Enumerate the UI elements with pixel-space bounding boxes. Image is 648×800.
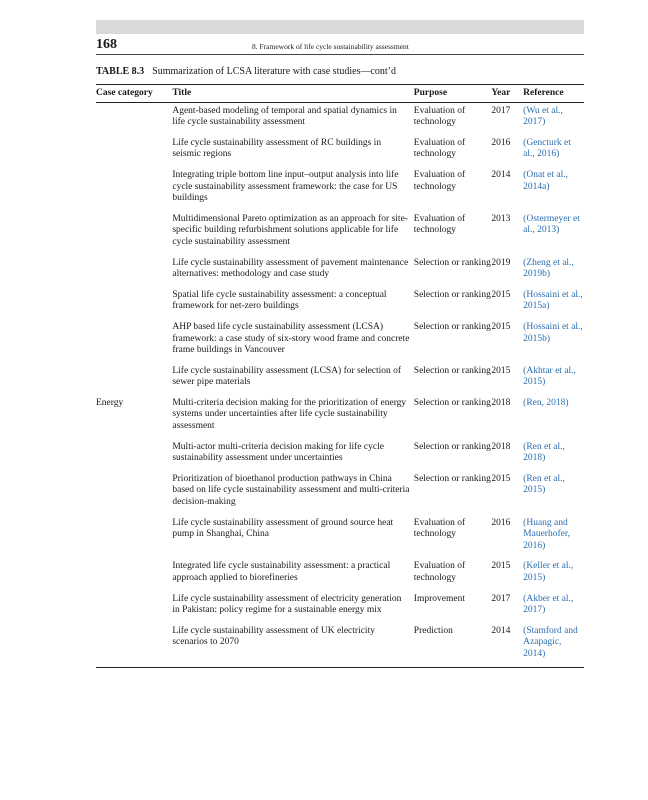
year-cell: 2013: [491, 213, 511, 224]
case-category-cell: [96, 591, 172, 623]
reference-cell[interactable]: (Gencturk et al., 2016): [523, 137, 571, 160]
running-head: 8. Framework of life cycle sustainability assessment: [252, 42, 409, 51]
year-cell: 2014: [491, 169, 511, 180]
header-purpose: Purpose: [414, 85, 492, 103]
table-row: [96, 623, 584, 667]
purpose-cell: Selection or ranking: [413, 365, 491, 376]
title-cell: Life cycle sustainability assessment (LCSA) for selection of sewer pipe materials: [172, 365, 402, 388]
table-row: [96, 471, 584, 515]
reference-cell[interactable]: (Hossaini et al., 2015a): [523, 289, 583, 312]
title-cell: AHP based life cycle sustainability assessment (LCSA) framework: a case study of six-story wood frame and concrete frame buildings in Vancouver: [172, 321, 410, 356]
year-cell: 2014: [491, 623, 523, 667]
table-row: [96, 319, 584, 363]
reference-cell[interactable]: (Ren et al., 2015): [523, 473, 565, 496]
table-row: [96, 211, 584, 255]
year-cell: 2015: [491, 473, 511, 484]
title-cell: Life cycle sustainability assessment of UK electricity scenarios to 2070: [172, 623, 413, 667]
reference-cell[interactable]: (Ren et al., 2018): [523, 441, 565, 464]
case-category-cell: [96, 558, 172, 590]
year-cell: 2016: [491, 517, 511, 528]
case-category-cell: [96, 623, 172, 667]
table-row: [96, 363, 584, 395]
title-cell: Life cycle sustainability assessment of pavement maintenance alternatives: methodology and case study: [172, 257, 409, 280]
table-caption: [96, 66, 396, 77]
case-category-cell: [96, 439, 172, 471]
table-row: [96, 395, 584, 439]
title-cell: Multidimensional Pareto optimization as an approach for site-specific building refurbishment solutions applicable for life cycle sustainability assessment: [172, 213, 408, 247]
year-cell: 2015: [491, 321, 511, 332]
header-reference: Reference: [523, 85, 584, 103]
purpose-cell: Improvement: [413, 593, 465, 604]
reference-cell[interactable]: (Ostermeyer et al., 2013): [523, 213, 580, 236]
title-cell: Multi-criteria decision making for the prioritization of energy systems under uncertainties after life cycle sustainability assessment: [172, 397, 407, 432]
reference-cell[interactable]: (Wu et al., 2017): [523, 105, 563, 128]
header-year: Year: [491, 85, 523, 103]
table-label: TABLE 8.3: [96, 66, 145, 77]
table-header-row: [96, 85, 584, 103]
purpose-cell: Selection or ranking: [413, 321, 491, 332]
purpose-cell: Selection or ranking: [413, 473, 491, 484]
reference-cell[interactable]: (Stamford and Azapagic, 2014): [523, 623, 584, 667]
purpose-cell: Evaluation of technology: [413, 517, 466, 540]
year-cell: 2019: [491, 257, 511, 268]
purpose-cell: Evaluation of technology: [413, 137, 466, 160]
table-row: [96, 558, 584, 590]
table-body: [96, 102, 584, 667]
table-row: [96, 167, 584, 211]
header-case-category: Case category: [96, 85, 172, 103]
table-caption-text: Summarization of LCSA literature with case studies—cont’d: [152, 66, 397, 77]
case-category-cell: [96, 471, 172, 515]
purpose-cell: Selection or ranking: [413, 397, 491, 408]
case-category-cell: [96, 102, 172, 135]
title-cell: Spatial life cycle sustainability assessment: a conceptual framework for net-zero buildings: [172, 289, 387, 312]
title-cell: Agent-based modeling of temporal and spatial dynamics in life cycle sustainability assessment: [172, 105, 397, 128]
year-cell: 2015: [491, 561, 511, 572]
header-title: Title: [172, 85, 413, 103]
table-row: [96, 287, 584, 319]
case-category-cell: [96, 363, 172, 395]
case-category-cell: [96, 255, 172, 287]
case-category-cell: [96, 135, 172, 167]
year-cell: 2015: [491, 289, 511, 300]
title-cell: Life cycle sustainability assessment of ground source heat pump in Shanghai, China: [172, 517, 394, 540]
table-row: [96, 135, 584, 167]
reference-cell[interactable]: (Onat et al., 2014a): [523, 169, 569, 192]
purpose-cell: Selection or ranking: [413, 289, 491, 300]
header-bar: [96, 20, 584, 34]
table-row: [96, 255, 584, 287]
year-cell: 2015: [491, 365, 511, 376]
purpose-cell: Selection or ranking: [413, 441, 491, 452]
case-category-cell: [96, 167, 172, 211]
purpose-cell: Evaluation of technology: [413, 213, 466, 236]
title-cell: Life cycle sustainability assessment of RC buildings in seismic regions: [172, 137, 382, 160]
table-row: [96, 515, 584, 559]
purpose-cell: Evaluation of technology: [413, 169, 466, 192]
reference-cell[interactable]: (Hossaini et al., 2015b): [523, 321, 583, 344]
year-cell: 2018: [491, 397, 511, 408]
year-cell: 2016: [491, 137, 511, 148]
year-cell: 2018: [491, 441, 511, 452]
title-cell: Prioritization of bioethanol production pathways in China based on life cycle sustainability assessment and multi-criteria decision-making: [172, 473, 410, 508]
header-rule: [96, 54, 584, 55]
year-cell: 2017: [491, 105, 511, 116]
reference-cell[interactable]: (Keller et al., 2015): [523, 561, 574, 583]
title-cell: Integrating triple bottom line input–output analysis into life cycle sustainability assessment framework: the case for US buildings: [172, 169, 399, 204]
table-row: [96, 102, 584, 135]
reference-cell[interactable]: (Akber et al., 2017): [523, 593, 574, 616]
lcsa-table: [96, 84, 584, 668]
reference-cell[interactable]: (Ren, 2018): [523, 397, 569, 408]
case-category-cell: Energy: [96, 397, 124, 408]
purpose-cell: Evaluation of technology: [413, 561, 466, 583]
case-category-cell: [96, 319, 172, 363]
purpose-cell: Evaluation of technology: [413, 105, 466, 128]
page-number: 168: [96, 37, 117, 52]
case-category-cell: [96, 287, 172, 319]
table-row: [96, 439, 584, 471]
title-cell: Life cycle sustainability assessment of electricity generation in Pakistan: policy regime for a sustainable energy mix: [172, 593, 402, 616]
year-cell: 2017: [491, 593, 511, 604]
reference-cell[interactable]: (Huang and Mauerhofer, 2016): [523, 517, 571, 551]
purpose-cell: Selection or ranking: [413, 257, 491, 268]
title-cell: Multi-actor multi-criteria decision making for life cycle sustainability assessment under uncertainties: [172, 441, 384, 464]
reference-cell[interactable]: (Akhtar et al., 2015): [523, 365, 576, 388]
case-category-cell: [96, 211, 172, 255]
reference-cell[interactable]: (Zheng et al., 2019b): [523, 257, 574, 280]
title-cell: Integrated life cycle sustainability assessment: a practical approach applied to biorefineries: [172, 561, 391, 583]
case-category-cell: [96, 515, 172, 559]
table-row: [96, 591, 584, 623]
purpose-cell: Prediction: [414, 623, 492, 667]
